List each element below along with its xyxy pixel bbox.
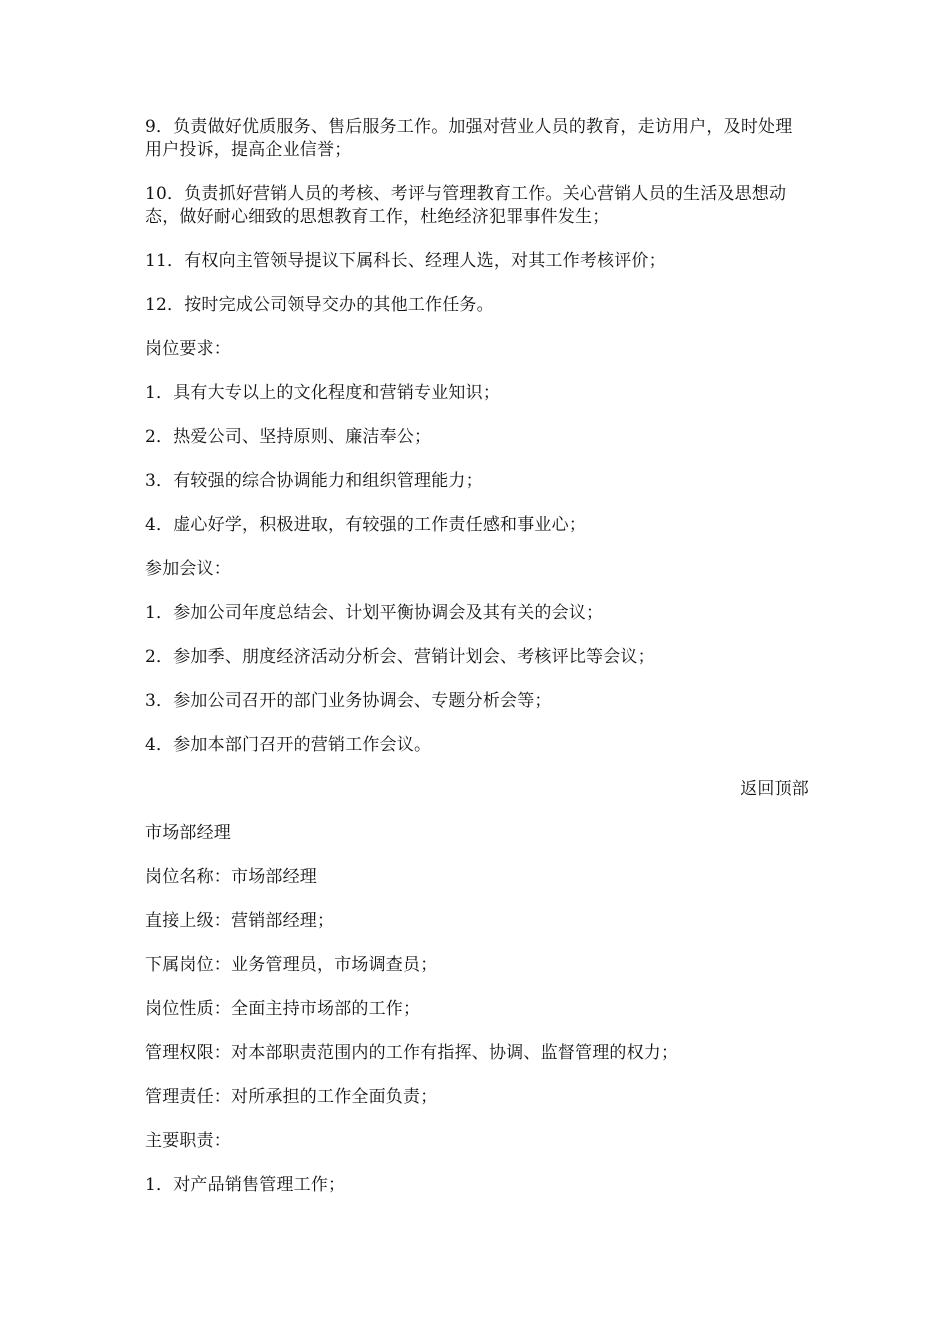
meeting-item-3: 3．参加公司召开的部门业务协调会、专题分析会等； [145,691,552,711]
main-duties-heading: 主要职责： [145,1131,231,1151]
requirement-item-2: 2．热爱公司、坚持原则、廉洁奉公； [145,427,432,447]
requirements-heading: 岗位要求： [145,339,231,359]
market-duty-item-1: 1．对产品销售管理工作； [145,1175,346,1195]
field-position-name: 岗位名称：市场部经理 [145,867,317,887]
field-position-nature: 岗位性质：全面主持市场部的工作； [145,999,421,1019]
field-management-responsibility: 管理责任：对所承担的工作全面负责； [145,1087,438,1107]
requirement-item-3: 3．有较强的综合协调能力和组织管理能力； [145,471,483,491]
duty-item-9: 9．负责做好优质服务、售后服务工作。加强对营业人员的教育，走访用户，及时处理用户投诉，提高企业信誉； [145,117,793,160]
section-title-market-manager: 市场部经理 [145,823,231,843]
meeting-item-1: 1．参加公司年度总结会、计划平衡协调会及其有关的会议； [145,603,604,623]
duty-item-12: 12．按时完成公司领导交办的其他工作任务。 [145,295,494,315]
field-direct-superior: 直接上级：营销部经理； [145,911,335,931]
requirement-item-4: 4．虚心好学，积极进取，有较强的工作责任感和事业心； [145,515,587,535]
requirement-item-1: 1．具有大专以上的文化程度和营销专业知识； [145,383,501,403]
field-management-authority: 管理权限：对本部职责范围内的工作有指挥、协调、监督管理的权力； [145,1043,679,1063]
duty-item-11: 11．有权向主管领导提议下属科长、经理人选，对其工作考核评价； [145,251,666,271]
back-to-top-link[interactable]: 返回顶部 [740,779,809,799]
document-page [145,116,809,1218]
duty-item-10: 10．负责抓好营销人员的考核、考评与管理教育工作。关心营销人员的生活及思想动态，做好耐心细致的思想教育工作，杜绝经济犯罪事件发生； [145,184,787,227]
meetings-heading: 参加会议： [145,559,231,579]
field-subordinate-positions: 下属岗位：业务管理员，市场调查员； [145,955,438,975]
meeting-item-2: 2．参加季、朋度经济活动分析会、营销计划会、考核评比等会议； [145,647,655,667]
meeting-item-4: 4．参加本部门召开的营销工作会议。 [145,735,432,755]
